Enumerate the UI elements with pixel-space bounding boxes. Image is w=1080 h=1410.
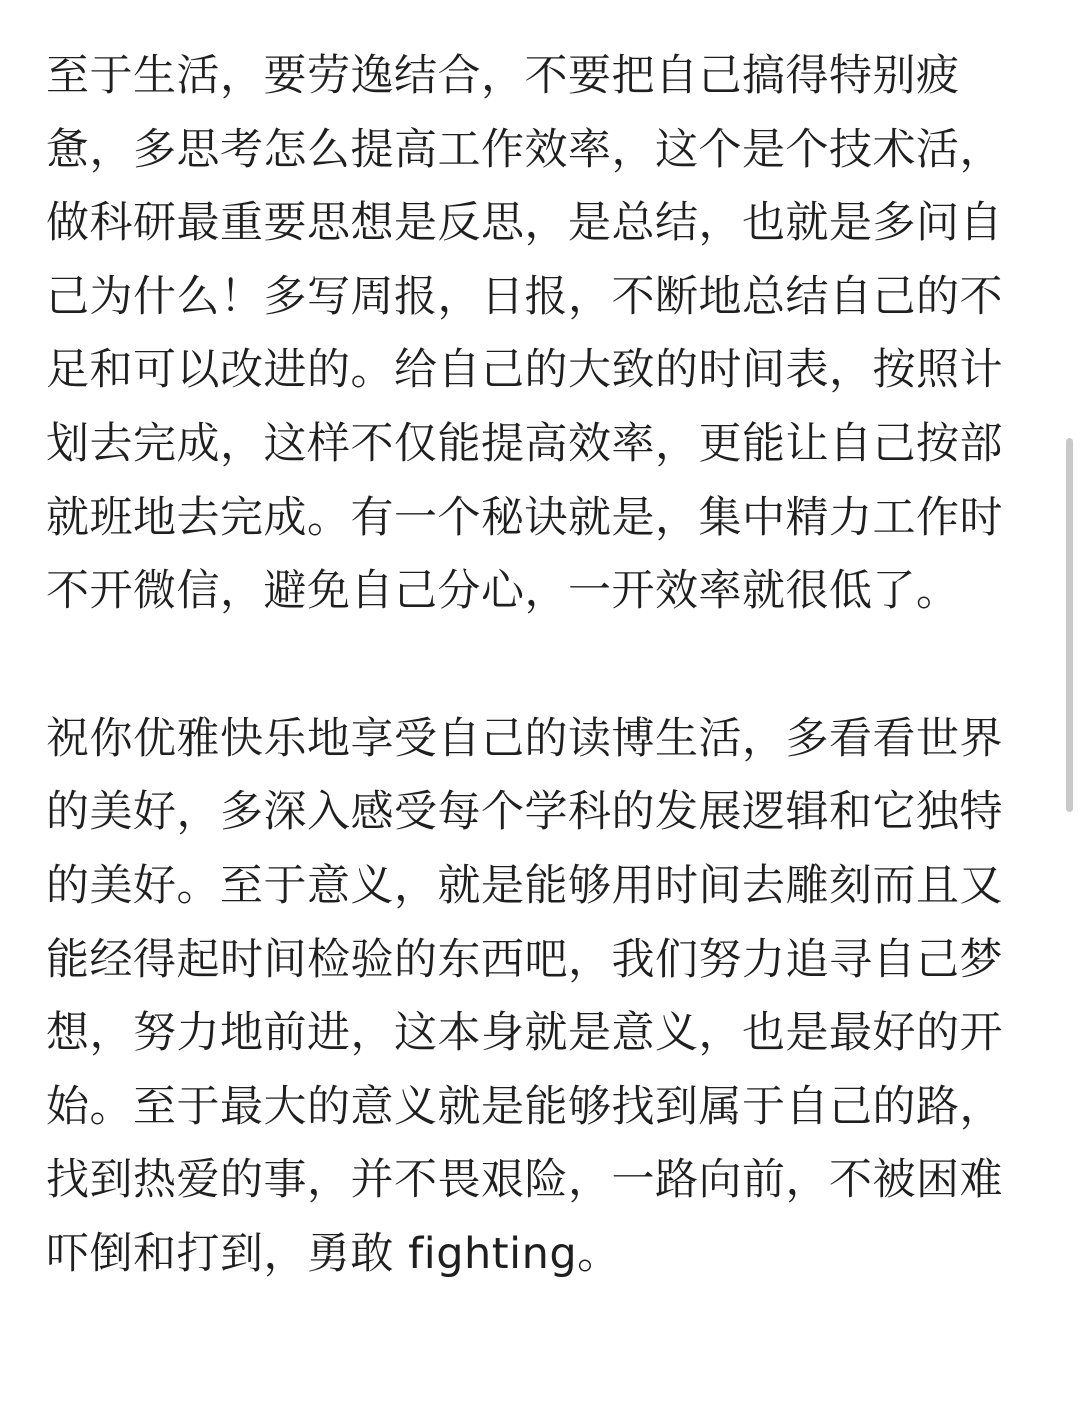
paragraph-life-balance: 至于生活，要劳逸结合，不要把自己搞得特别疲惫，多思考怎么提高工作效率，这个是个技术活，做科研最重要思想是反思，是总结，也就是多问自己为什么！多写周报，日报，不断地总结自己的不足和可以改进的。给自己的大致的时间表，按照计划去完成，这样不仅能提高效率，更能让自己按部就班地去完成。有一个秘诀就是，集中精力工作时不开微信，避免自己分心，一开效率就很低了。 xyxy=(46,51,1003,617)
paragraph-wishes: 祝你优雅快乐地享受自己的读博生活，多看看世界的美好，多深入感受每个学科的发展逻辑和它独特的美好。至于意义，就是能够用时间去雕刻而且又能经得起时间检验的东西吧，我们努力追寻自己梦想，努力地前进，这本身就是意义，也是最好的开始。至于最大的意义就是能够找到属于自己的路，找到热爱的事，并不畏艰险，一路向前，不被困难吓倒和打到，勇敢 fighting。 xyxy=(46,713,1003,1279)
paragraph-spacer xyxy=(46,629,1020,703)
scrollbar-thumb[interactable] xyxy=(1066,438,1073,812)
